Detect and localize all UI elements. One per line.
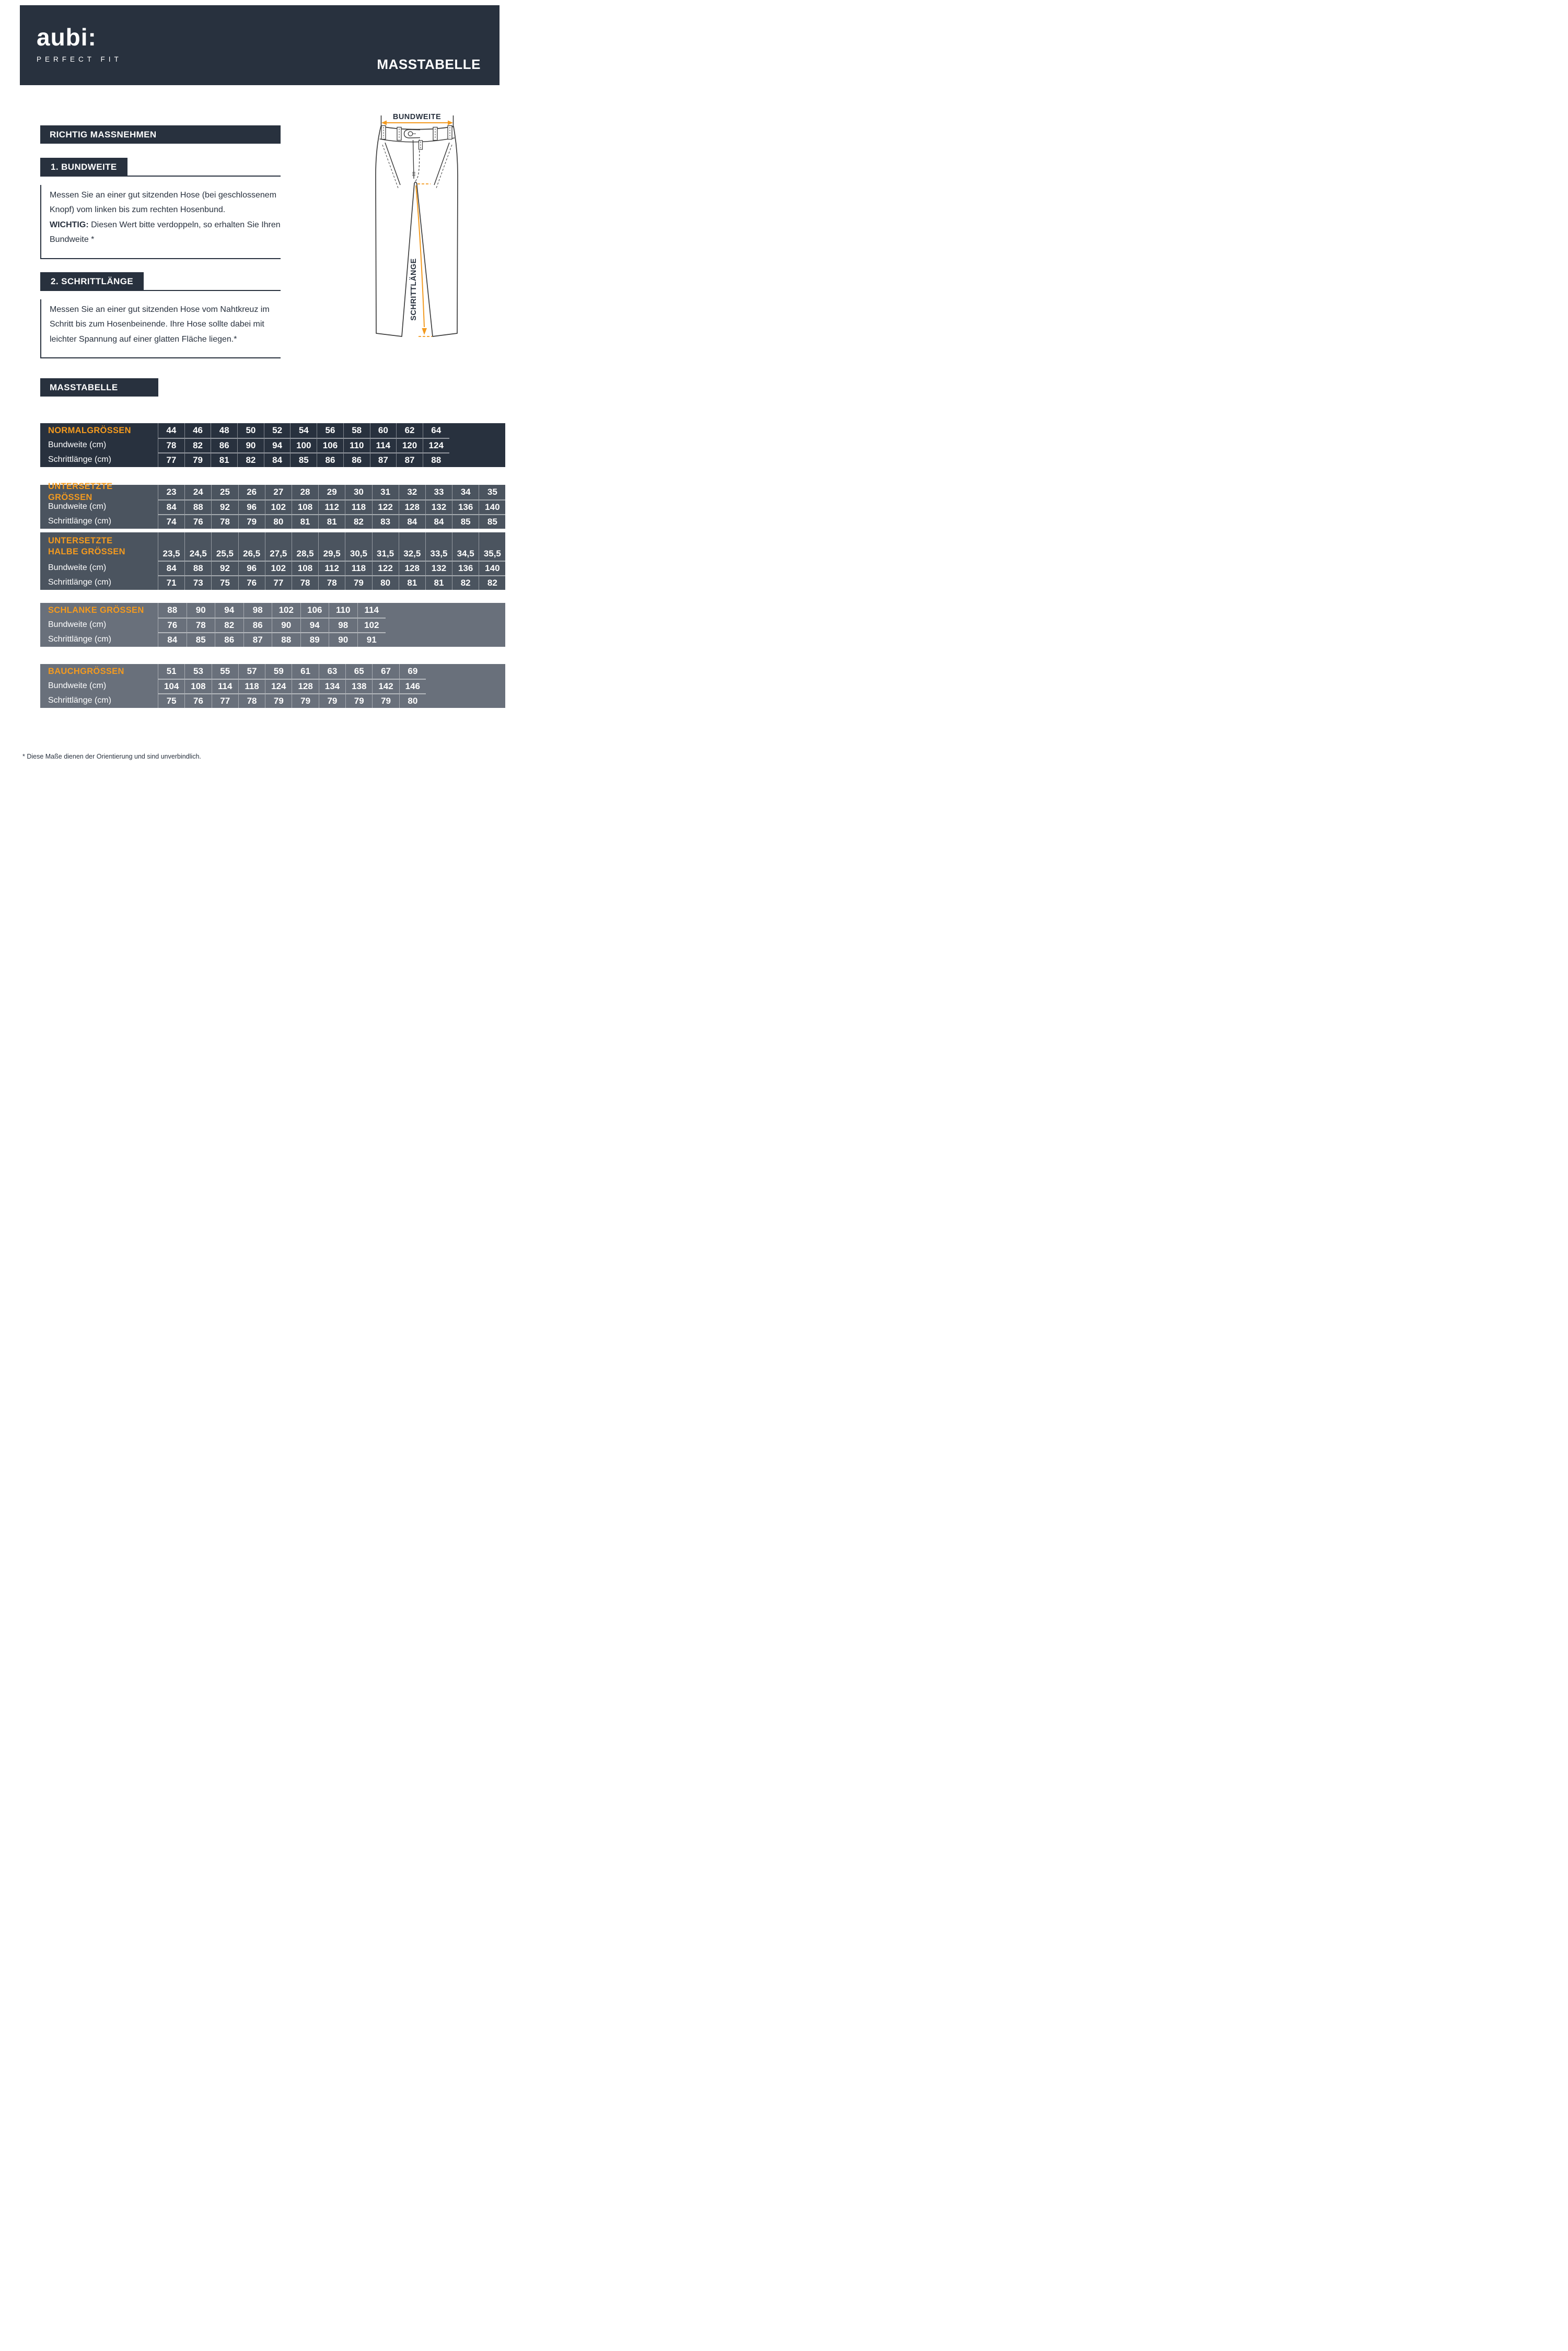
- bundweite-cell: 100: [290, 438, 317, 452]
- schrittlaenge-cell: 76: [184, 514, 211, 529]
- size-cell: 30,5: [345, 532, 371, 561]
- row-label-bundweite: Bundweite (cm): [48, 502, 107, 511]
- paragraph-text: Messen Sie an einer gut sitzenden Hose vom Nahtkreuz im Schritt bis zum Hosenbeinende. Ihre Hose sollte dabei mit leichter Spannung auf einer glatten Fläche liegen.*: [50, 305, 270, 344]
- brand-logo-text: aubi:: [37, 24, 97, 51]
- table-group-label: [40, 482, 158, 502]
- schrittlaenge-cell: 78: [211, 514, 238, 529]
- size-cell: 34,5: [452, 532, 479, 561]
- bundweite-cell: 114: [212, 679, 238, 693]
- schrittlaenge-cell: 78: [318, 575, 345, 590]
- instruction-paragraph: [40, 299, 281, 358]
- size-cell: 25: [211, 485, 238, 499]
- measuring-instructions: [40, 125, 281, 371]
- size-cell: 98: [243, 603, 272, 618]
- schrittlaenge-cell: 79: [238, 514, 265, 529]
- schrittlaenge-cell: 80: [399, 693, 426, 708]
- row-label-schrittlaenge: Schrittlänge (cm): [48, 578, 111, 587]
- schrittlaenge-cell: 77: [158, 452, 184, 467]
- table-group-label-line: NORMALGRÖSSEN: [48, 425, 131, 435]
- schrittlaenge-label: SCHRITTLÄNGE: [410, 258, 418, 321]
- arrowhead-left-icon: [381, 121, 387, 125]
- bundweite-cell: 106: [317, 438, 343, 452]
- paragraph-text: Diesen Wert bitte verdoppeln, so erhalten Sie Ihren Bundweite *: [50, 220, 281, 245]
- pants-illustration: [361, 111, 466, 344]
- schrittlaenge-cell: 88: [272, 632, 300, 647]
- bundweite-cell: 136: [452, 499, 479, 514]
- bundweite-cell: 88: [184, 561, 211, 575]
- size-cell: 25,5: [211, 532, 238, 561]
- size-cell: 53: [184, 664, 211, 679]
- schrittlaenge-cell: 76: [238, 575, 265, 590]
- schrittlaenge-cell: 79: [292, 693, 318, 708]
- schrittlaenge-cell: 78: [238, 693, 265, 708]
- table-group-label-line: SCHLANKE GRÖSSEN: [48, 605, 144, 615]
- schrittlaenge-cell: 86: [215, 632, 243, 647]
- brand-tagline: PERFECT FIT: [37, 55, 122, 63]
- size-cell: 106: [300, 603, 329, 618]
- schrittlaenge-cell: 78: [292, 575, 318, 590]
- row-label-bundweite: Bundweite (cm): [48, 620, 107, 629]
- schrittlaenge-cell: 71: [158, 575, 184, 590]
- bundweite-cell: 90: [272, 618, 300, 632]
- bundweite-cell: 82: [215, 618, 243, 632]
- bundweite-cell: 140: [479, 499, 505, 514]
- size-cell: 46: [184, 423, 211, 438]
- size-cell: 114: [357, 603, 386, 618]
- brand-logo: [37, 25, 122, 63]
- arrowhead-right-icon: [448, 121, 453, 125]
- size-cell: 51: [158, 664, 184, 679]
- bundweite-cell: 128: [399, 561, 425, 575]
- size-cell: 59: [265, 664, 292, 679]
- schrittlaenge-cell: 75: [211, 575, 238, 590]
- schrittlaenge-cell: 73: [184, 575, 211, 590]
- schrittlaenge-cell: 87: [243, 632, 272, 647]
- bundweite-cell: 118: [345, 499, 371, 514]
- schrittlaenge-cell: 77: [265, 575, 292, 590]
- schrittlaenge-cell: 81: [292, 514, 318, 529]
- size-cell: 33: [425, 485, 452, 499]
- schrittlaenge-cell: 87: [370, 452, 397, 467]
- bundweite-cell: 132: [425, 561, 452, 575]
- bundweite-cell: 122: [372, 499, 399, 514]
- schrittlaenge-cell: 79: [372, 693, 399, 708]
- schrittlaenge-cell: 79: [319, 693, 345, 708]
- bundweite-cell: 108: [292, 561, 318, 575]
- size-cell: 23,5: [158, 532, 184, 561]
- instruction-paragraph: [40, 185, 281, 259]
- schrittlaenge-cell: 79: [184, 452, 211, 467]
- size-cell: 35,5: [479, 532, 505, 561]
- bundweite-cell: 82: [184, 438, 211, 452]
- bundweite-cell: 94: [264, 438, 291, 452]
- instructions-heading: RICHTIG MASSNEHMEN: [40, 125, 281, 144]
- bundweite-cell: 84: [158, 499, 184, 514]
- subsection-title: 2. SCHRITTLÄNGE: [40, 272, 144, 291]
- paragraph-bold-text: WICHTIG:: [50, 220, 89, 229]
- size-cell: 31: [372, 485, 399, 499]
- bundweite-cell: 134: [319, 679, 345, 693]
- bundweite-cell: 146: [399, 679, 426, 693]
- size-cell: 26: [238, 485, 265, 499]
- size-table: [40, 482, 505, 529]
- bundweite-cell: 96: [238, 499, 265, 514]
- schrittlaenge-cell: 80: [265, 514, 292, 529]
- bundweite-cell: 102: [265, 561, 292, 575]
- size-cell: 54: [290, 423, 317, 438]
- size-cell: 69: [399, 664, 426, 679]
- table-group-label: [40, 532, 158, 561]
- schrittlaenge-cell: 84: [399, 514, 425, 529]
- schrittlaenge-cell: 81: [318, 514, 345, 529]
- size-cell: 90: [187, 603, 215, 618]
- bundweite-cell: 78: [158, 438, 184, 452]
- bundweite-cell: 102: [265, 499, 292, 514]
- size-cell: 61: [292, 664, 318, 679]
- bundweite-cell: 132: [425, 499, 452, 514]
- bundweite-cell: 112: [318, 561, 345, 575]
- size-cell: 64: [423, 423, 449, 438]
- bundweite-cell: 86: [243, 618, 272, 632]
- schrittlaenge-cell: 83: [372, 514, 399, 529]
- size-cell: 94: [215, 603, 243, 618]
- schrittlaenge-cell: 91: [357, 632, 386, 647]
- schrittlaenge-cell: 85: [290, 452, 317, 467]
- size-cell: 32,5: [399, 532, 425, 561]
- size-cell: 48: [211, 423, 237, 438]
- paragraph-text: Messen Sie an einer gut sitzenden Hose (bei geschlossenem Knopf) vom linken bis zum rechten Hosenbund.: [50, 191, 277, 215]
- schrittlaenge-cell: 84: [158, 632, 187, 647]
- size-cell: 35: [479, 485, 505, 499]
- bundweite-cell: 94: [300, 618, 329, 632]
- size-tables-heading: MASSTABELLE: [40, 378, 158, 397]
- schrittlaenge-cell: 76: [184, 693, 211, 708]
- size-cell: 34: [452, 485, 479, 499]
- size-cell: 50: [237, 423, 264, 438]
- schrittlaenge-cell: 84: [264, 452, 291, 467]
- size-chart-page: [0, 0, 522, 784]
- size-table: [40, 664, 505, 708]
- size-cell: 88: [158, 603, 187, 618]
- size-cell: 62: [396, 423, 423, 438]
- bundweite-cell: 108: [184, 679, 211, 693]
- subsection-heading-row: [40, 158, 281, 177]
- size-cell: 32: [399, 485, 425, 499]
- schrittlaenge-cell: 82: [479, 575, 505, 590]
- bundweite-cell: 78: [187, 618, 215, 632]
- size-cell: 28: [292, 485, 318, 499]
- schrittlaenge-cell: 85: [187, 632, 215, 647]
- row-label-bundweite: Bundweite (cm): [48, 440, 107, 449]
- size-cell: 33,5: [425, 532, 452, 561]
- table-group-label-line: UNTERSETZTE: [48, 536, 113, 546]
- schrittlaenge-cell: 79: [345, 693, 372, 708]
- size-cell: 44: [158, 423, 184, 438]
- row-label-schrittlaenge: Schrittlänge (cm): [48, 635, 111, 644]
- schrittlaenge-cell: 79: [345, 575, 371, 590]
- size-cell: 26,5: [238, 532, 265, 561]
- bundweite-cell: 128: [292, 679, 318, 693]
- schrittlaenge-cell: 84: [425, 514, 452, 529]
- bundweite-cell: 138: [345, 679, 372, 693]
- table-group-label: [40, 603, 158, 618]
- table-group-label: [40, 423, 158, 438]
- bundweite-cell: 140: [479, 561, 505, 575]
- schrittlaenge-cell: 85: [479, 514, 505, 529]
- row-label-schrittlaenge: Schrittlänge (cm): [48, 517, 111, 526]
- bundweite-cell: 84: [158, 561, 184, 575]
- bundweite-cell: 88: [184, 499, 211, 514]
- bundweite-cell: 110: [343, 438, 370, 452]
- subsection-title: 1. BUNDWEITE: [40, 158, 127, 177]
- button-icon: [408, 132, 412, 136]
- bundweite-cell: 112: [318, 499, 345, 514]
- size-cell: 27,5: [265, 532, 292, 561]
- table-group-label-line: BAUCHGRÖSSEN: [48, 666, 124, 676]
- size-cell: 65: [345, 664, 372, 679]
- size-cell: 24,5: [184, 532, 211, 561]
- heading-rule: [127, 176, 281, 177]
- bundweite-cell: 96: [238, 561, 265, 575]
- schrittlaenge-cell: 82: [345, 514, 371, 529]
- size-table: [40, 423, 505, 467]
- schrittlaenge-cell: 90: [329, 632, 357, 647]
- schrittlaenge-cell: 87: [396, 452, 423, 467]
- instruction-section: [40, 272, 281, 358]
- bundweite-cell: 86: [211, 438, 237, 452]
- schrittlaenge-cell: 80: [372, 575, 399, 590]
- size-cell: 23: [158, 485, 184, 499]
- bundweite-cell: 104: [158, 679, 184, 693]
- bundweite-cell: 122: [372, 561, 399, 575]
- schrittlaenge-cell: 88: [423, 452, 449, 467]
- bundweite-cell: 102: [357, 618, 386, 632]
- table-group-label-line: UNTERSETZTE GRÖSSEN: [48, 482, 113, 502]
- row-label-schrittlaenge: Schrittlänge (cm): [48, 455, 111, 464]
- size-cell: 58: [343, 423, 370, 438]
- schrittlaenge-cell: 77: [212, 693, 238, 708]
- size-cell: 52: [264, 423, 291, 438]
- bundweite-cell: 128: [399, 499, 425, 514]
- bundweite-cell: 108: [292, 499, 318, 514]
- size-cell: 63: [319, 664, 345, 679]
- size-cell: 55: [212, 664, 238, 679]
- subsection-heading-row: [40, 272, 281, 291]
- size-cell: 28,5: [292, 532, 318, 561]
- schrittlaenge-cell: 86: [343, 452, 370, 467]
- size-cell: 67: [372, 664, 399, 679]
- schrittlaenge-cell: 81: [425, 575, 452, 590]
- bundweite-cell: 92: [211, 499, 238, 514]
- bundweite-cell: 92: [211, 561, 238, 575]
- instruction-section: [40, 158, 281, 259]
- schrittlaenge-cell: 86: [317, 452, 343, 467]
- size-cell: 29,5: [318, 532, 345, 561]
- size-cell: 102: [272, 603, 300, 618]
- table-group-label-line: HALBE GRÖSSEN: [48, 547, 125, 556]
- size-table: [40, 603, 505, 647]
- bundweite-cell: 136: [452, 561, 479, 575]
- bundweite-cell: 118: [238, 679, 265, 693]
- schrittlaenge-cell: 82: [452, 575, 479, 590]
- schrittlaenge-cell: 82: [237, 452, 264, 467]
- pants-diagram: [361, 111, 466, 344]
- bundweite-cell: 90: [237, 438, 264, 452]
- bundweite-label: BUNDWEITE: [392, 113, 442, 121]
- schrittlaenge-cell: 85: [452, 514, 479, 529]
- schrittlaenge-cell: 81: [399, 575, 425, 590]
- bundweite-cell: 124: [265, 679, 292, 693]
- row-label-bundweite: Bundweite (cm): [48, 563, 107, 572]
- schrittlaenge-cell: 79: [265, 693, 292, 708]
- size-cell: 24: [184, 485, 211, 499]
- heading-rule: [144, 290, 281, 291]
- bundweite-cell: 98: [329, 618, 357, 632]
- size-cell: 30: [345, 485, 371, 499]
- instruction-sections: [40, 158, 281, 358]
- row-label-schrittlaenge: Schrittlänge (cm): [48, 696, 111, 705]
- size-cell: 60: [370, 423, 397, 438]
- schrittlaenge-cell: 74: [158, 514, 184, 529]
- table-group-label: [40, 664, 158, 679]
- footnote: * Diese Maße dienen der Orientierung und sind unverbindlich.: [22, 753, 201, 760]
- row-label-bundweite: Bundweite (cm): [48, 681, 107, 690]
- bundweite-cell: 118: [345, 561, 371, 575]
- size-table: [40, 532, 505, 590]
- schrittlaenge-cell: 89: [300, 632, 329, 647]
- size-tables: [40, 423, 505, 708]
- page-title: MASSTABELLE: [377, 56, 481, 72]
- size-cell: 29: [318, 485, 345, 499]
- size-cell: 31,5: [372, 532, 399, 561]
- bundweite-cell: 120: [396, 438, 423, 452]
- size-cell: 27: [265, 485, 292, 499]
- size-cell: 56: [317, 423, 343, 438]
- bundweite-cell: 142: [372, 679, 399, 693]
- size-cell: 110: [329, 603, 357, 618]
- schrittlaenge-cell: 81: [211, 452, 237, 467]
- arrowhead-down-icon: [422, 328, 427, 335]
- size-cell: 57: [238, 664, 265, 679]
- header-banner: [20, 5, 500, 85]
- bundweite-cell: 76: [158, 618, 187, 632]
- bundweite-cell: 124: [423, 438, 449, 452]
- schrittlaenge-cell: 75: [158, 693, 184, 708]
- bundweite-cell: 114: [370, 438, 397, 452]
